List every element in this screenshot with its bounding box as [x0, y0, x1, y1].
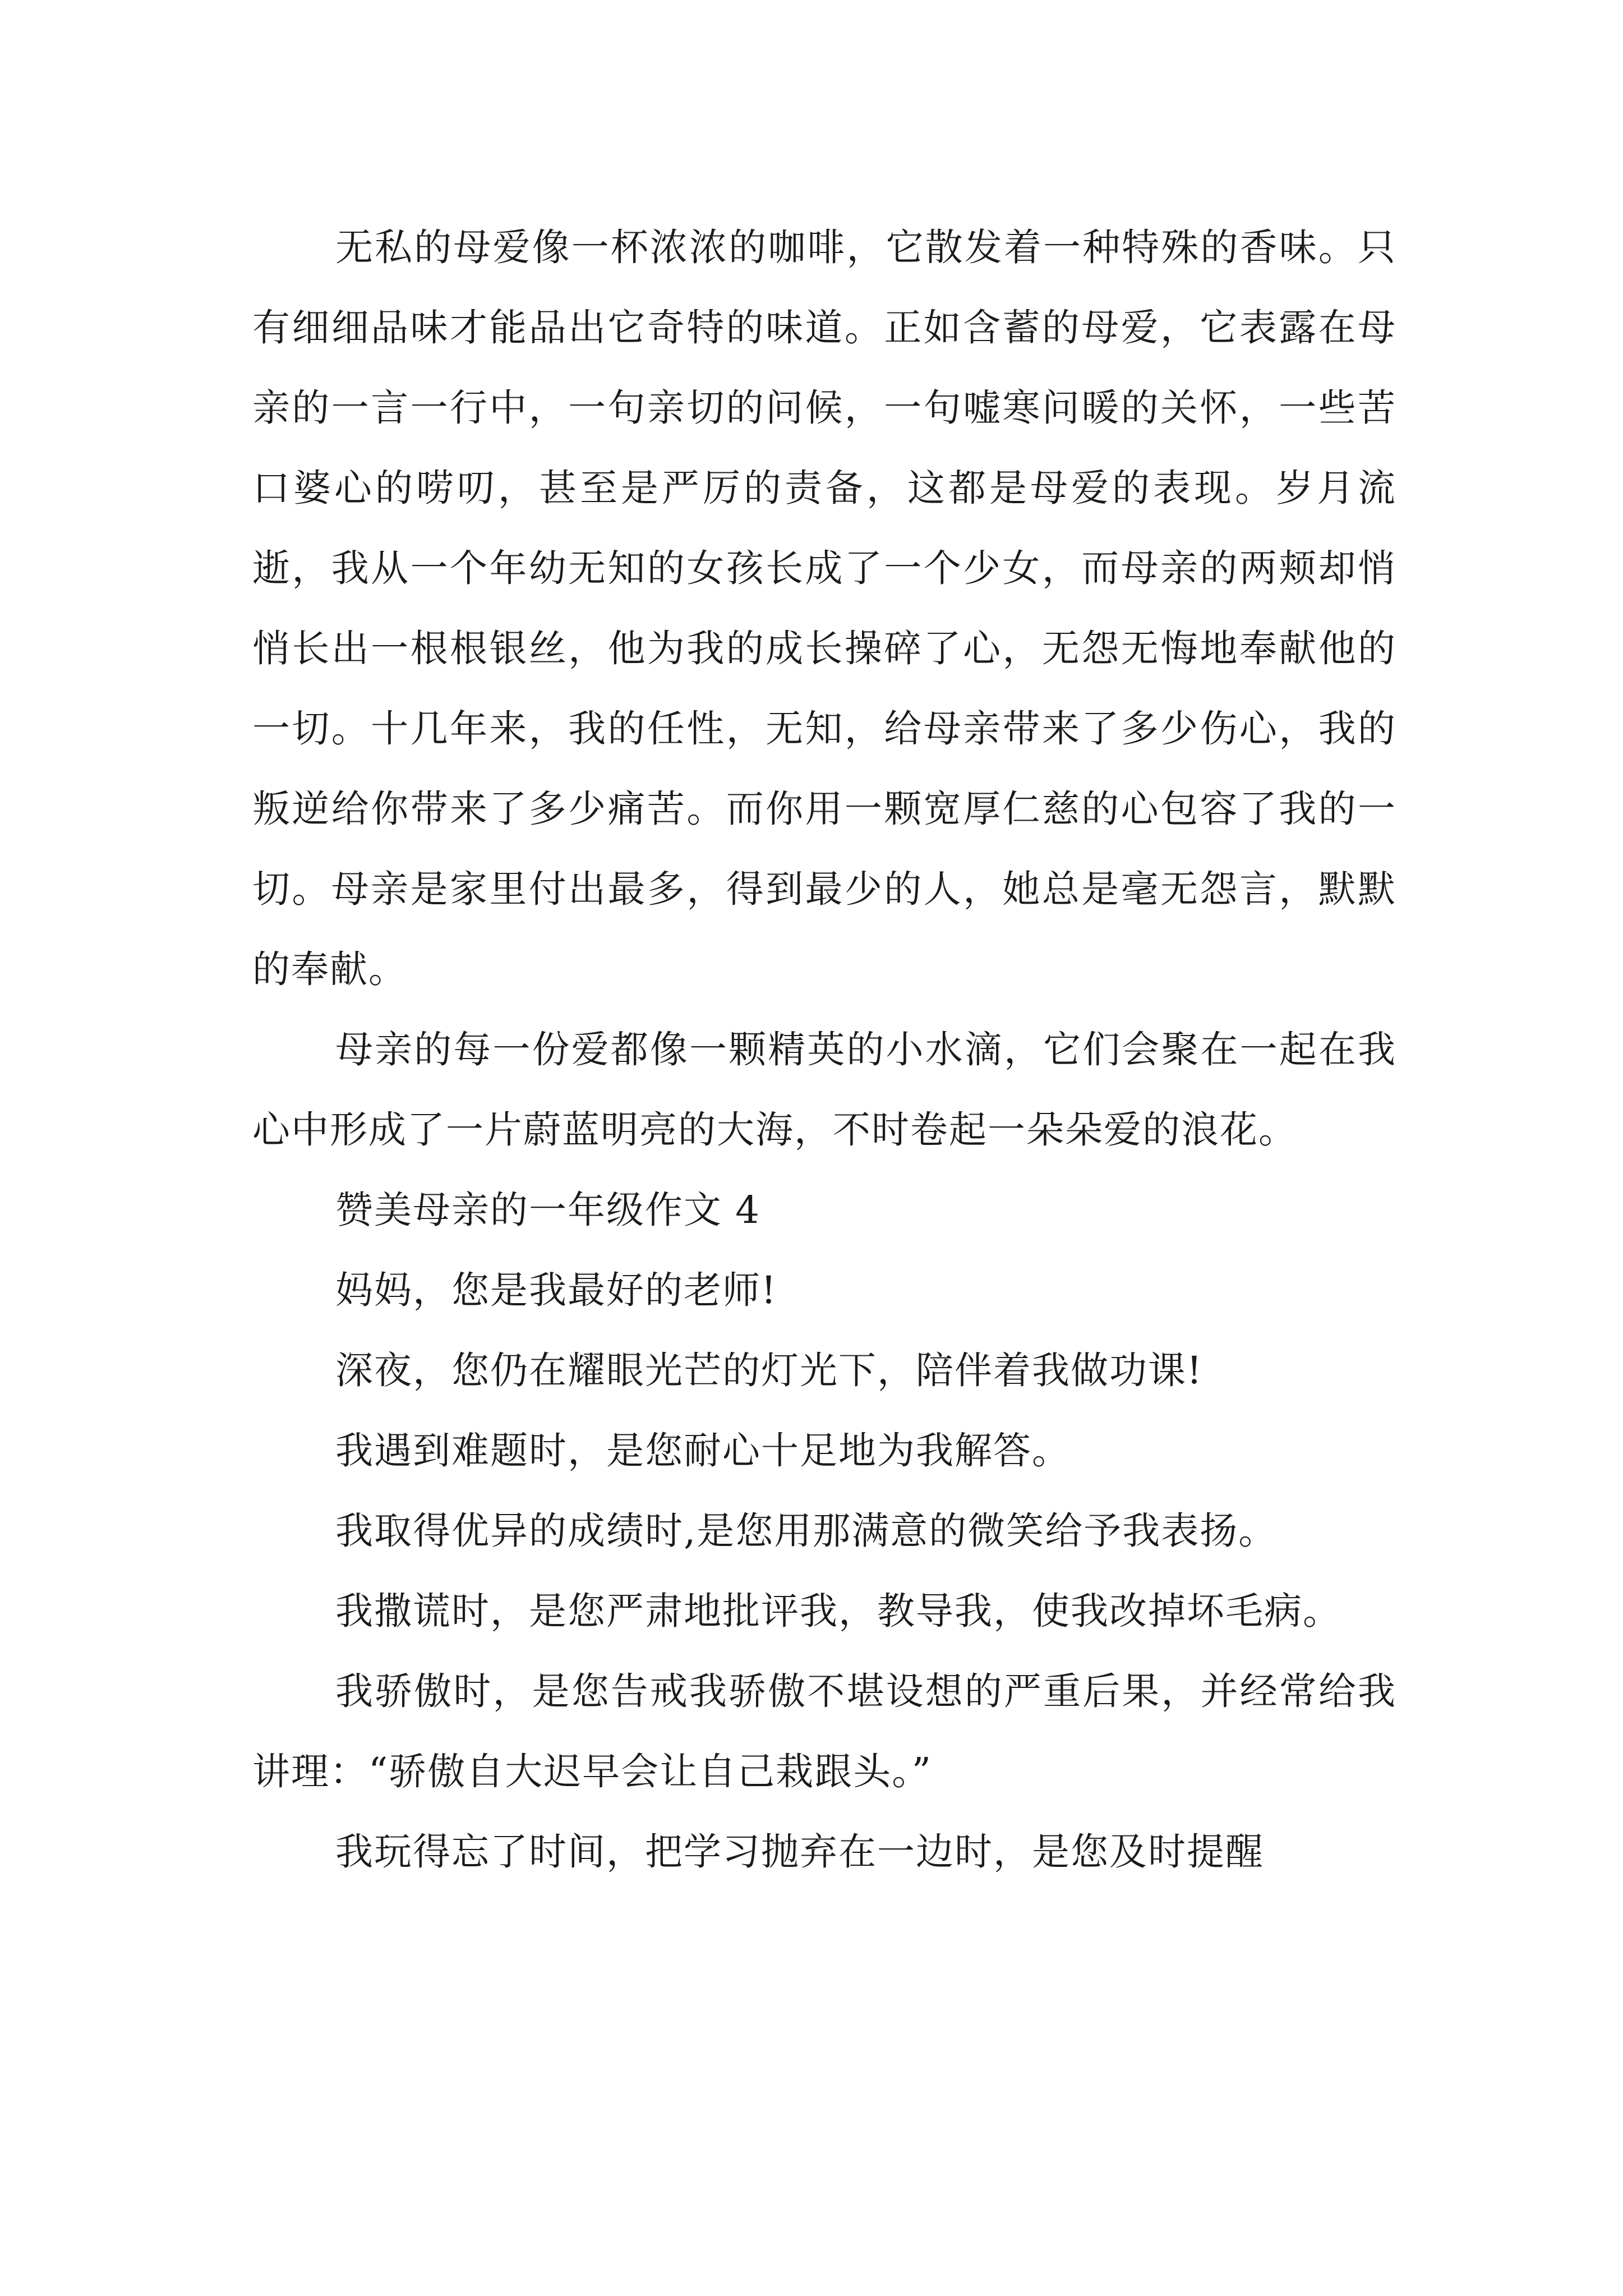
paragraph-playing: 我玩得忘了时间，把学习抛弃在一边时，是您及时提醒: [335, 1830, 1264, 1874]
essay-line: 深夜，您仍在耀眼光芒的灯光下，陪伴着我做功课!: [335, 1349, 1203, 1392]
paragraph-lying: 我撒谎时，是您严肃地批评我，教导我，使我改掉坏毛病。: [335, 1589, 1341, 1633]
paragraph-pride: 我骄傲时，是您告戒我骄傲不堪设想的严重后果，并经常给我讲理：“骄傲自大迟早会让自己栽跟头。”: [252, 1669, 1396, 1793]
paragraph-water-drops: 母亲的每一份爱都像一颗精英的小水滴，它们会聚在一起在我心中形成了一片蔚蓝明亮的大海，不时卷起一朵朵爱的浪花。: [252, 1028, 1396, 1152]
section-title: 赞美母亲的一年级作文 4: [335, 1188, 760, 1232]
essay-line: 我遇到难题时，是您耐心十足地为我解答。: [335, 1429, 1071, 1473]
essay-body: [252, 208, 1396, 1892]
essay-line: 妈妈，您是我最好的老师!: [335, 1268, 777, 1312]
paragraph-mothers-love-coffee: 无私的母爱像一杯浓浓的咖啡，它散发着一种特殊的香味。只有细细品味才能品出它奇特的味道。正如含蓄的母爱，它表露在母亲的一言一行中，一句亲切的问候，一句嘘寒问暖的关怀，一些苦口婆心的唠叨，甚至是严厉的责备，这都是母爱的表现。岁月流逝，我从一个年幼无知的女孩长成了一个少女，而母亲的两颊却悄悄长出一根根银丝，他为我的成长操碎了心，无怨无悔地奉献他的一切。十几年来，我的任性，无知，给母亲带来了多少伤心，我的叛逆给你带来了多少痛苦。而你用一颗宽厚仁慈的心包容了我的一切。母亲是家里付出最多，得到最少的人，她总是毫无怨言，默默的奉献。: [252, 226, 1396, 991]
essay-line: 我取得优异的成绩时,是您用那满意的微笑给予我表扬。: [335, 1509, 1278, 1553]
